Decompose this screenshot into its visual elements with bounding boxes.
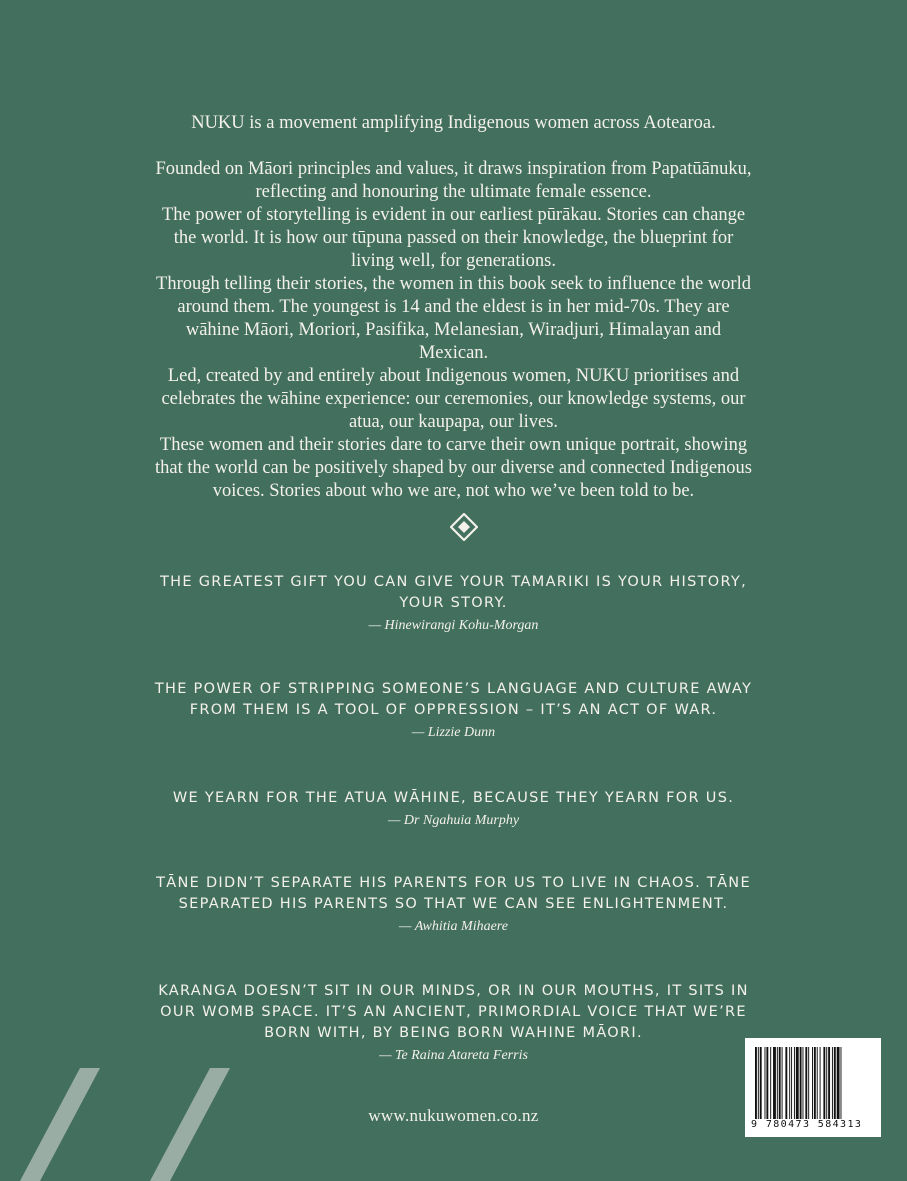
quote-line: WE YEARN FOR THE ATUA WĀHINE, BECAUSE THEY YEARN FOR US. [172,790,735,806]
quote-text [120,572,787,614]
barcode-bar [832,1047,833,1119]
barcode-bar [779,1047,781,1119]
barcode-bars [755,1047,871,1119]
barcode-bar [805,1047,807,1119]
quote-text [120,981,787,1044]
barcode-bar [826,1047,827,1119]
barcode-bar [808,1047,809,1119]
quote-line: BORN WITH, BY BEING BORN WAHINE MĀORI. [264,1025,643,1041]
quote-text [120,788,787,809]
barcode-bar [773,1047,776,1119]
barcode-bar [791,1047,792,1119]
barcode-bar [782,1047,783,1119]
blurb-paragraph: The power of storytelling is evident in our earliest pūrākau. Stories can change the world. It is how our tūpuna passed on their knowledge, the blueprint for living well, for generations. [161,205,746,271]
website-url[interactable]: www.nukuwomen.co.nz [368,1106,539,1125]
barcode-bar [789,1047,790,1119]
barcode-bar [765,1047,766,1119]
barcode-bar [758,1047,759,1119]
quote-attribution: — Hinewirangi Kohu-Morgan [368,618,539,633]
barcode-bar [755,1047,757,1119]
barcode-bar [812,1047,813,1119]
barcode-bar [841,1047,842,1119]
decorative-stripes [0,1060,260,1181]
quote-text [120,873,787,915]
barcode-bar [794,1047,795,1119]
diamond-ornament-icon [450,513,478,541]
quote [120,679,787,742]
isbn-barcode [745,1038,881,1137]
quote-attribution: — Te Raina Atareta Ferris [379,1048,528,1063]
barcode-bar [766,1047,768,1119]
quote-text [120,679,787,721]
quote [120,788,787,830]
barcode-bar [823,1047,825,1119]
blurb-paragraph: Through telling their stories, the women in this book seek to influence the world around them. The youngest is 14 and the eldest is in her mid-70s. They are wāhine Māori, Moriori, Pasifika, Melanesian, Wiradjuri, Himalayan and Mexican. [156,274,751,363]
quote-attribution: — Lizzie Dunn [411,725,496,740]
blurb-paragraph: Founded on Māori principles and values, it draws inspiration from Papatūānuku, reflecting and honouring the ultimate female essence. [155,159,752,202]
blurb-lead: NUKU is a movement amplifying Indigenous women across Aotearoa. [191,113,716,133]
quote-line: OUR WOMB SPACE. IT’S AN ANCIENT, PRIMORDIAL VOICE THAT WE’RE [160,1004,747,1020]
barcode-bar [817,1047,818,1119]
blurb [150,112,757,503]
barcode-bar [777,1047,778,1119]
quote-attribution: — Awhitia Mihaere [399,919,508,934]
quote-line: YOUR STORY. [399,595,508,611]
quote-line: KARANGA DOESN’T SIT IN OUR MINDS, OR IN OUR MOUTHS, IT SITS IN [158,983,749,999]
quote [120,873,787,936]
barcode-bar [803,1047,804,1119]
quote-line: TĀNE DIDN’T SEPARATE HIS PARENTS FOR US TO LIVE IN CHAOS. TĀNE [156,875,751,891]
quote-line: THE POWER OF STRIPPING SOMEONE’S LANGUAGE AND CULTURE AWAY [154,681,753,697]
quote [120,572,787,635]
barcode-digits: 9 780473 584313 [751,1119,863,1130]
quote [120,981,787,1065]
barcode-bar [828,1047,830,1119]
quote-line: FROM THEM IS A TOOL OF OPPRESSION – IT’S AN ACT OF WAR. [189,702,718,718]
barcode-bar [837,1047,840,1119]
barcode-bar [760,1047,762,1119]
blurb-paragraph: Led, created by and entirely about Indigenous women, NUKU prioritises and celebrates the wāhine experience: our ceremonies, our knowledge systems, our atua, our kaupapa, our lives. [161,366,746,432]
quote-line: THE GREATEST GIFT YOU CAN GIVE YOUR TAMARIKI IS YOUR HISTORY, [160,574,747,590]
barcode-bar [814,1047,816,1119]
barcode-bar [820,1047,821,1119]
barcode-bar [785,1047,787,1119]
quote-line: SEPARATED HIS PARENTS SO THAT WE CAN SEE ENLIGHTENMENT. [178,896,729,912]
barcode-bar [770,1047,771,1119]
blurb-paragraph: These women and their stories dare to carve their own unique portrait, showing that the world can be positively shaped by our diverse and connected Indigenous voices. Stories about who we are, not who we’ve been told to be. [155,435,752,501]
barcode-bar [800,1047,802,1119]
barcode-bar [834,1047,836,1119]
quote-attribution: — Dr Ngahuia Murphy [387,813,520,828]
barcode-bar [796,1047,799,1119]
